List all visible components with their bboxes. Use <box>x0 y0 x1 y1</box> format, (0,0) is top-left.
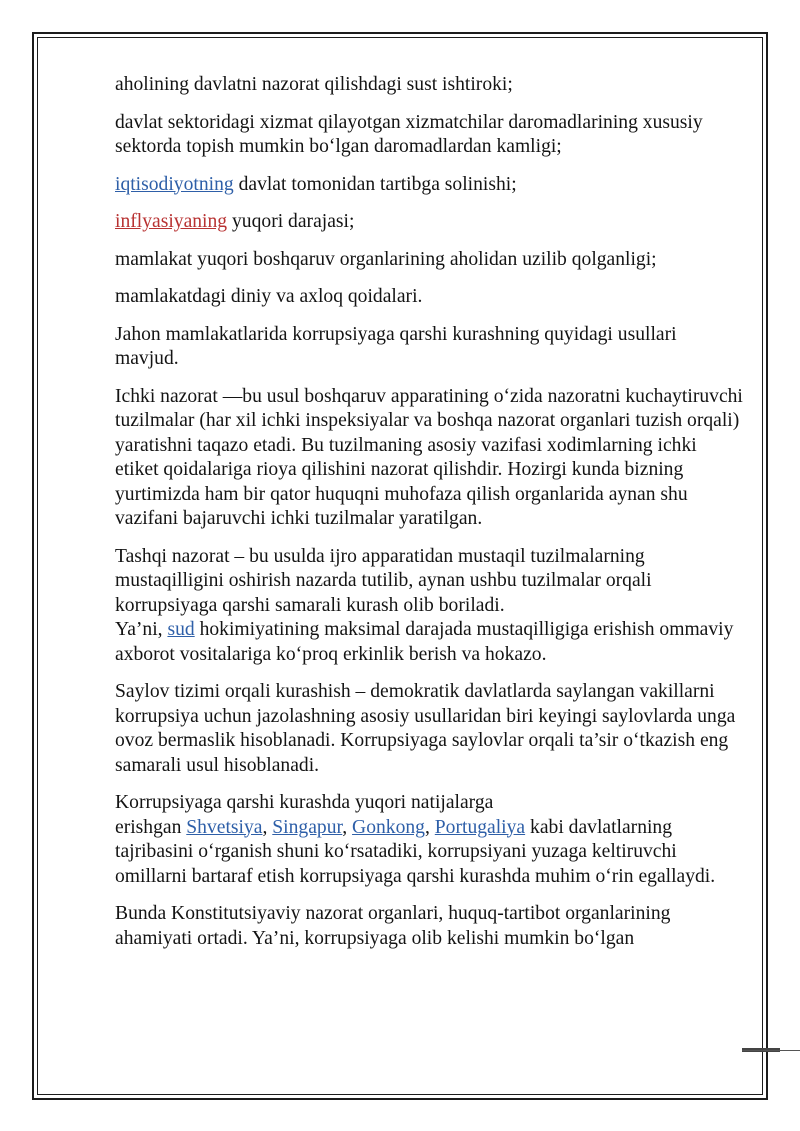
paragraph-1: aholining davlatni nazorat qilishdagi sust ishtiroki; <box>115 74 513 95</box>
link-portugaliya[interactable]: Portugaliya <box>434 816 526 838</box>
paragraph-9-text-a: Tashqi nazorat – bu usulda ijro apparatidan mustaqil tuzilmalarning mustaqilligini oshirish nazarda tutilib, aynan ushbu tuzilmalar orqali korrupsiyaga qarshi samarali kurash olib boriladi. <box>115 545 652 616</box>
link-singapur[interactable]: Singapur <box>272 816 343 838</box>
paragraph-9 <box>115 545 745 668</box>
link-inflyasiya[interactable]: inflyasiyaning <box>115 211 228 232</box>
link-shvetsiya[interactable]: Shvetsiya <box>186 816 263 838</box>
paragraph-4-text: yuqori darajasi; <box>227 211 355 232</box>
paragraph-9-text-b: Ya’ni, <box>115 619 168 640</box>
paragraph-8: Ichki nazorat —bu usul boshqaruv apparatining o‘zida nazoratni kuchaytiruvchi tuzilmalar (har xil ichki inspeksiyalar va boshqa nazorat organlari tuzish orqali) yaratishni taqazo etadi. Bu tuzilmaning asosiy vazifasi xodimlarning ichki etiket qoidalariga rioya qilishini nazorat qilishdir. Hozirgi kunda bizning yurtimizda ham bir qator huquqni muhofaza qilish organlarida aynan shu vazifani bajaruvchi ichki tuzilmalar yaratilgan. <box>115 385 743 529</box>
separator-2: , <box>342 816 353 838</box>
paragraph-3 <box>115 173 745 198</box>
paragraph-6: mamlakatdagi diniy va axloq qoidalari. <box>115 286 423 307</box>
paragraph-11-text-a: Korrupsiyaga qarshi kurashda yuqori natijalarga <box>115 792 494 813</box>
paragraph-5: mamlakat yuqori boshqaruv organlarining aholidan uzilib qolganligi; <box>115 248 657 270</box>
document-body <box>115 73 745 964</box>
separator-1: , <box>262 816 273 838</box>
paragraph-3-text: davlat tomonidan tartibga solinishi; <box>233 173 517 195</box>
paragraph-11-text-b: erishgan <box>115 816 187 838</box>
link-iqtisodiyot[interactable]: iqtisodiyotning <box>115 173 234 195</box>
paragraph-11-text-c: kabi davlatlarning tajribasini o‘rganish shuni ko‘rsatadiki, korrupsiyani yuzaga keltiruvchi omillarni bartaraf etish korrupsiyaga qarshi kurashda muhim o‘rin egallaydi. <box>115 816 716 887</box>
separator-3: , <box>424 816 435 838</box>
paragraph-12: Bunda Konstitutsiyaviy nazorat organlari, huquq-tartibot organlarining ahamiyati ortadi. Ya’ni, korrupsiyaga olib kelishi mumkin bo‘lgan <box>115 903 671 949</box>
link-sud[interactable]: sud <box>167 619 195 640</box>
link-gonkong[interactable]: Gonkong <box>352 816 425 838</box>
paragraph-7: Jahon mamlakatlarida korrupsiyaga qarshi kurashning quyidagi usullari mavjud. <box>115 323 677 369</box>
paragraph-2: davlat sektoridagi xizmat qilayotgan xizmatchilar daromadlarining xususiy sektorda topish mumkin bo‘lgan daromadlardan kamligi; <box>115 111 703 157</box>
paragraph-4 <box>115 210 745 235</box>
page-corner-line <box>742 1050 800 1051</box>
paragraph-9-text-c: hokimiyatining maksimal darajada mustaqilligiga erishish ommaviy axborot vositalariga ko‘proq erkinlik berish va hokazo. <box>115 619 734 665</box>
paragraph-10: Saylov tizimi orqali kurashish – demokratik davlatlarda saylangan vakillarni korrupsiya uchun jazolashning asosiy usullaridan biri keyingi saylovlarda unga ovoz bermaslik hisoblanadi. Korrupsiyaga saylovlar orqali ta’sir o‘tkazish eng samarali usul hisoblanadi. <box>115 681 736 776</box>
paragraph-11 <box>115 791 745 889</box>
